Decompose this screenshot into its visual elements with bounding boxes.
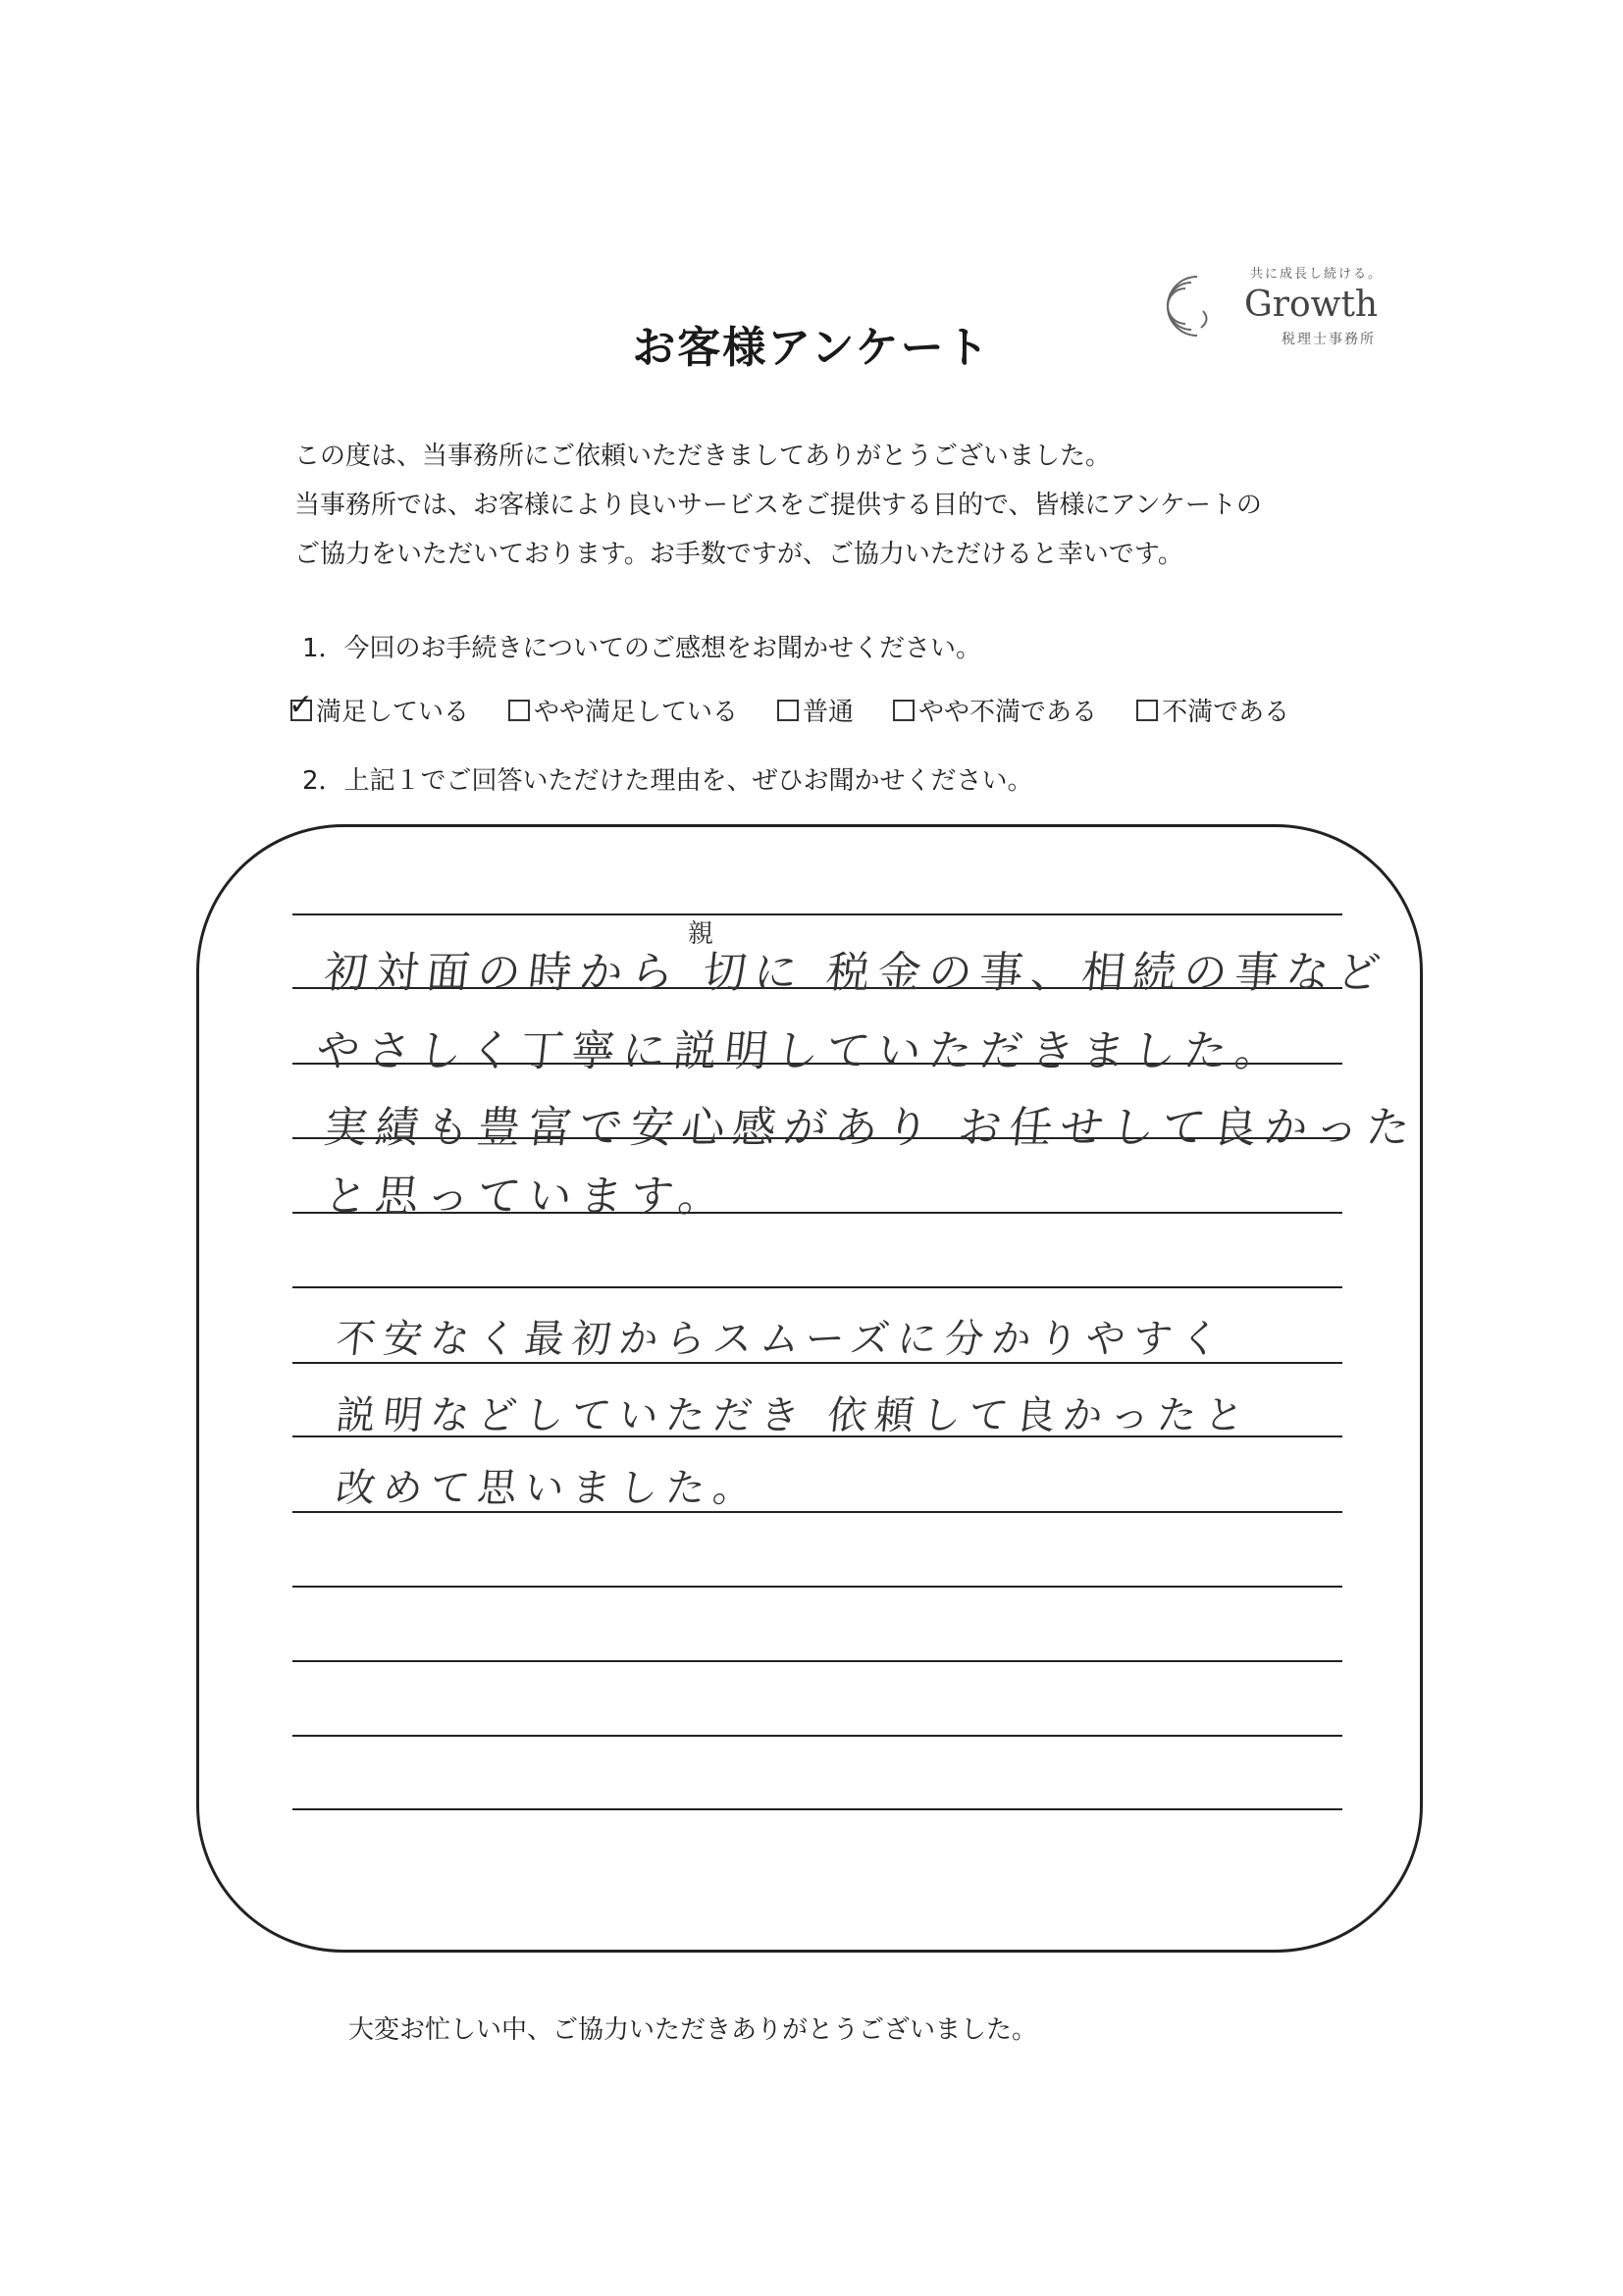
question-1: 1．今回のお手続きについてのご感想をお聞かせください。 [302, 634, 982, 663]
checkbox[interactable] [777, 700, 799, 721]
ruled-line [292, 1660, 1342, 1662]
handwritten-line: 実績も豊富で安心感があり お任せして良かった [321, 1103, 1421, 1153]
intro-line: ご協力をいただいております。お手数ですが、ご協力いただけると幸いです。 [294, 540, 1183, 569]
answer-box[interactable] [196, 824, 1423, 1953]
question-2: 2．上記１でご回答いただけた理由を、ぜひお聞かせください。 [302, 766, 1033, 796]
option-label: 不満である [1162, 698, 1290, 727]
logo-subtitle: 税理士事務所 [1282, 332, 1376, 347]
satisfaction-options [288, 687, 1329, 728]
intro-line: この度は、当事務所にご依頼いただきましてありがとうございました。 [294, 442, 1112, 471]
option-dissatisfied[interactable] [1136, 692, 1289, 728]
option-neutral[interactable] [777, 692, 854, 728]
option-label: やや満足している [534, 698, 739, 727]
handwritten-line: 不安なく最初からスムーズに分かりやすく [334, 1317, 1230, 1362]
ruled-line [292, 913, 1342, 915]
checkmark-icon: ✓ [288, 687, 314, 722]
option-somewhat-dissatisfied[interactable] [893, 692, 1097, 728]
intro-line: 当事務所では、お客様により良いサービスをご提供する目的で、皆様にアンケートの [294, 491, 1262, 520]
option-label: 満足している [316, 698, 470, 727]
handwritten-line: やさしく丁寧に説明していただきました。 [313, 1026, 1289, 1076]
checkbox[interactable] [508, 700, 530, 721]
page-title: お客様アンケート [632, 323, 991, 373]
handwritten-line: 初対面の時から 切に 税金の事、相続の事など [321, 948, 1391, 998]
logo-name: Growth [1244, 285, 1379, 325]
checkbox[interactable] [288, 687, 314, 722]
ruled-line [292, 1735, 1342, 1737]
ruled-line [292, 1808, 1342, 1810]
handwritten-line: と思っています。 [321, 1172, 732, 1222]
logo-tagline: 共に成長し続ける。 [1250, 267, 1384, 282]
checkbox[interactable] [1136, 700, 1158, 721]
ruled-line [292, 1586, 1342, 1588]
option-label: やや不満である [918, 698, 1098, 727]
option-label: 普通 [803, 698, 855, 727]
option-somewhat-satisfied[interactable] [508, 692, 738, 728]
checkbox[interactable] [893, 700, 915, 721]
handwritten-ruby: 親 [688, 919, 714, 949]
handwritten-line: 改めて思いました。 [334, 1466, 763, 1511]
option-satisfied[interactable] [288, 687, 470, 728]
handwritten-line: 説明などしていただき 依頼して良かったと [334, 1393, 1254, 1438]
footer-thanks: 大変お忙しい中、ご協力いただきありがとうございました。 [348, 2015, 1038, 2045]
ruled-line [292, 1286, 1342, 1288]
intro-text [294, 432, 1374, 579]
